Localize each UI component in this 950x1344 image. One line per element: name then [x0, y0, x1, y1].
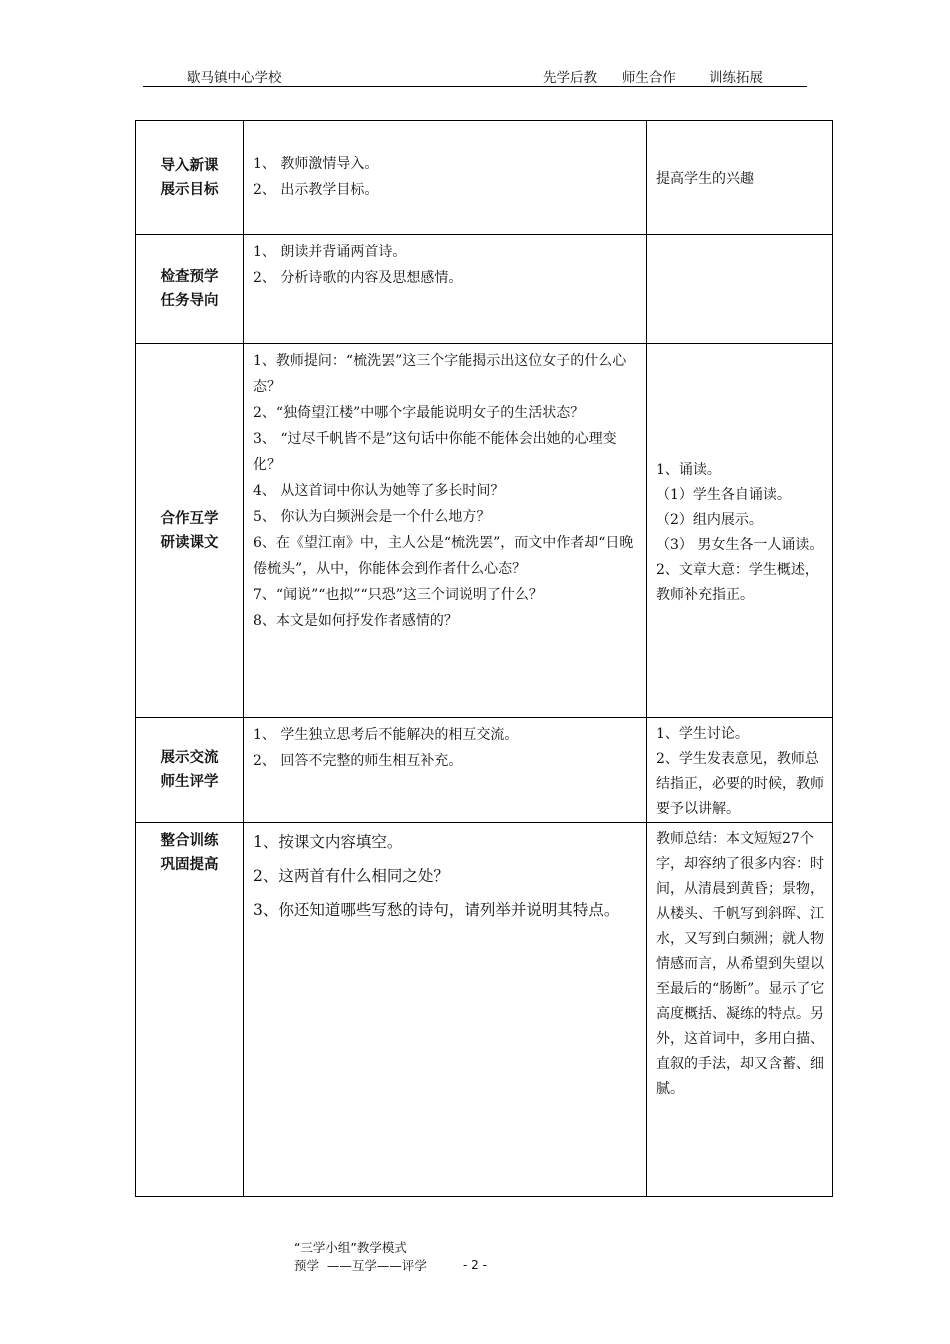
row-notes: 1、诵读。 （1）学生各自诵读。 （2）组内展示。 （3） 男女生各一人诵读。 2、文章大意：学生概述，教师补充指正。	[647, 344, 833, 718]
row-content: 1、 教师激情导入。 2、 出示教学目标。	[244, 121, 647, 235]
page-header	[143, 64, 807, 87]
row-label: 展示交流 师生评学	[136, 718, 244, 823]
row-content: 1、 学生独立思考后不能解决的相互交流。 2、 回答不完整的师生相互补充。	[244, 718, 647, 823]
teaching-flow: 预学 ——互学——评学	[293, 1258, 427, 1273]
row-label: 检查预学 任务导向	[136, 235, 244, 344]
table-row	[136, 235, 833, 344]
row-content: 1、教师提问：“梳洗罢”这三个字能揭示出这位女子的什么心态？ 2、“独倚望江楼”中哪个字最能说明女子的生活状态？ 3、 “过尽千帆皆不是”这句话中你能不能体会出她的心理变化？ 4、 从这首词中你认为她等了多长时间？ 5、 你认为白频洲会是一个什么地方？ 6、在《望江南》中，主人公是“梳洗罢”，而文中作者却“日晚倦梳头”，从中，你能体会到作者什么心态？ 7、“闻说”“也拟”“只恐”这三个词说明了什么？ 8、本文是如何抒发作者感情的？	[244, 344, 647, 718]
row-content: 1、按课文内容填空。 2、这两首有什么相同之处？ 3、你还知道哪些写愁的诗句，请列举并说明其特点。	[244, 823, 647, 1197]
table-row	[136, 823, 833, 1197]
row-label: 合作互学 研读课文	[136, 344, 244, 718]
page-number: - 2 -	[463, 1258, 487, 1272]
row-notes: 教师总结：本文短短27个字，却容纳了很多内容：时间，从清晨到黄昏；景物，从楼头、千帆写到斜晖、江水，又写到白频洲；就人物情感而言，从希望到失望以至最后的“肠断”。显示了它高度概括、凝练的特点。另外，这首词中，多用白描、直叙的手法，却又含蓄、细腻。	[647, 823, 833, 1197]
teaching-mode: “三学小组”教学模式	[293, 1240, 407, 1255]
row-notes: 1、学生讨论。 2、学生发表意见，教师总结指正，必要的时候，教师要予以讲解。	[647, 718, 833, 823]
row-notes	[647, 235, 833, 344]
header-motto: 先学后教 师生合作 训练拓展	[542, 70, 763, 86]
row-notes: 提高学生的兴趣	[647, 121, 833, 235]
row-content: 1、 朗读并背诵两首诗。 2、 分析诗歌的内容及思想感情。	[244, 235, 647, 344]
row-label: 导入新课 展示目标	[136, 121, 244, 235]
lesson-plan-table	[135, 120, 833, 1197]
row-label: 整合训练 巩固提高	[136, 823, 244, 1197]
table-row	[136, 344, 833, 718]
table-row	[136, 121, 833, 235]
school-name: 歇马镇中心学校	[187, 70, 282, 86]
table-row	[136, 718, 833, 823]
